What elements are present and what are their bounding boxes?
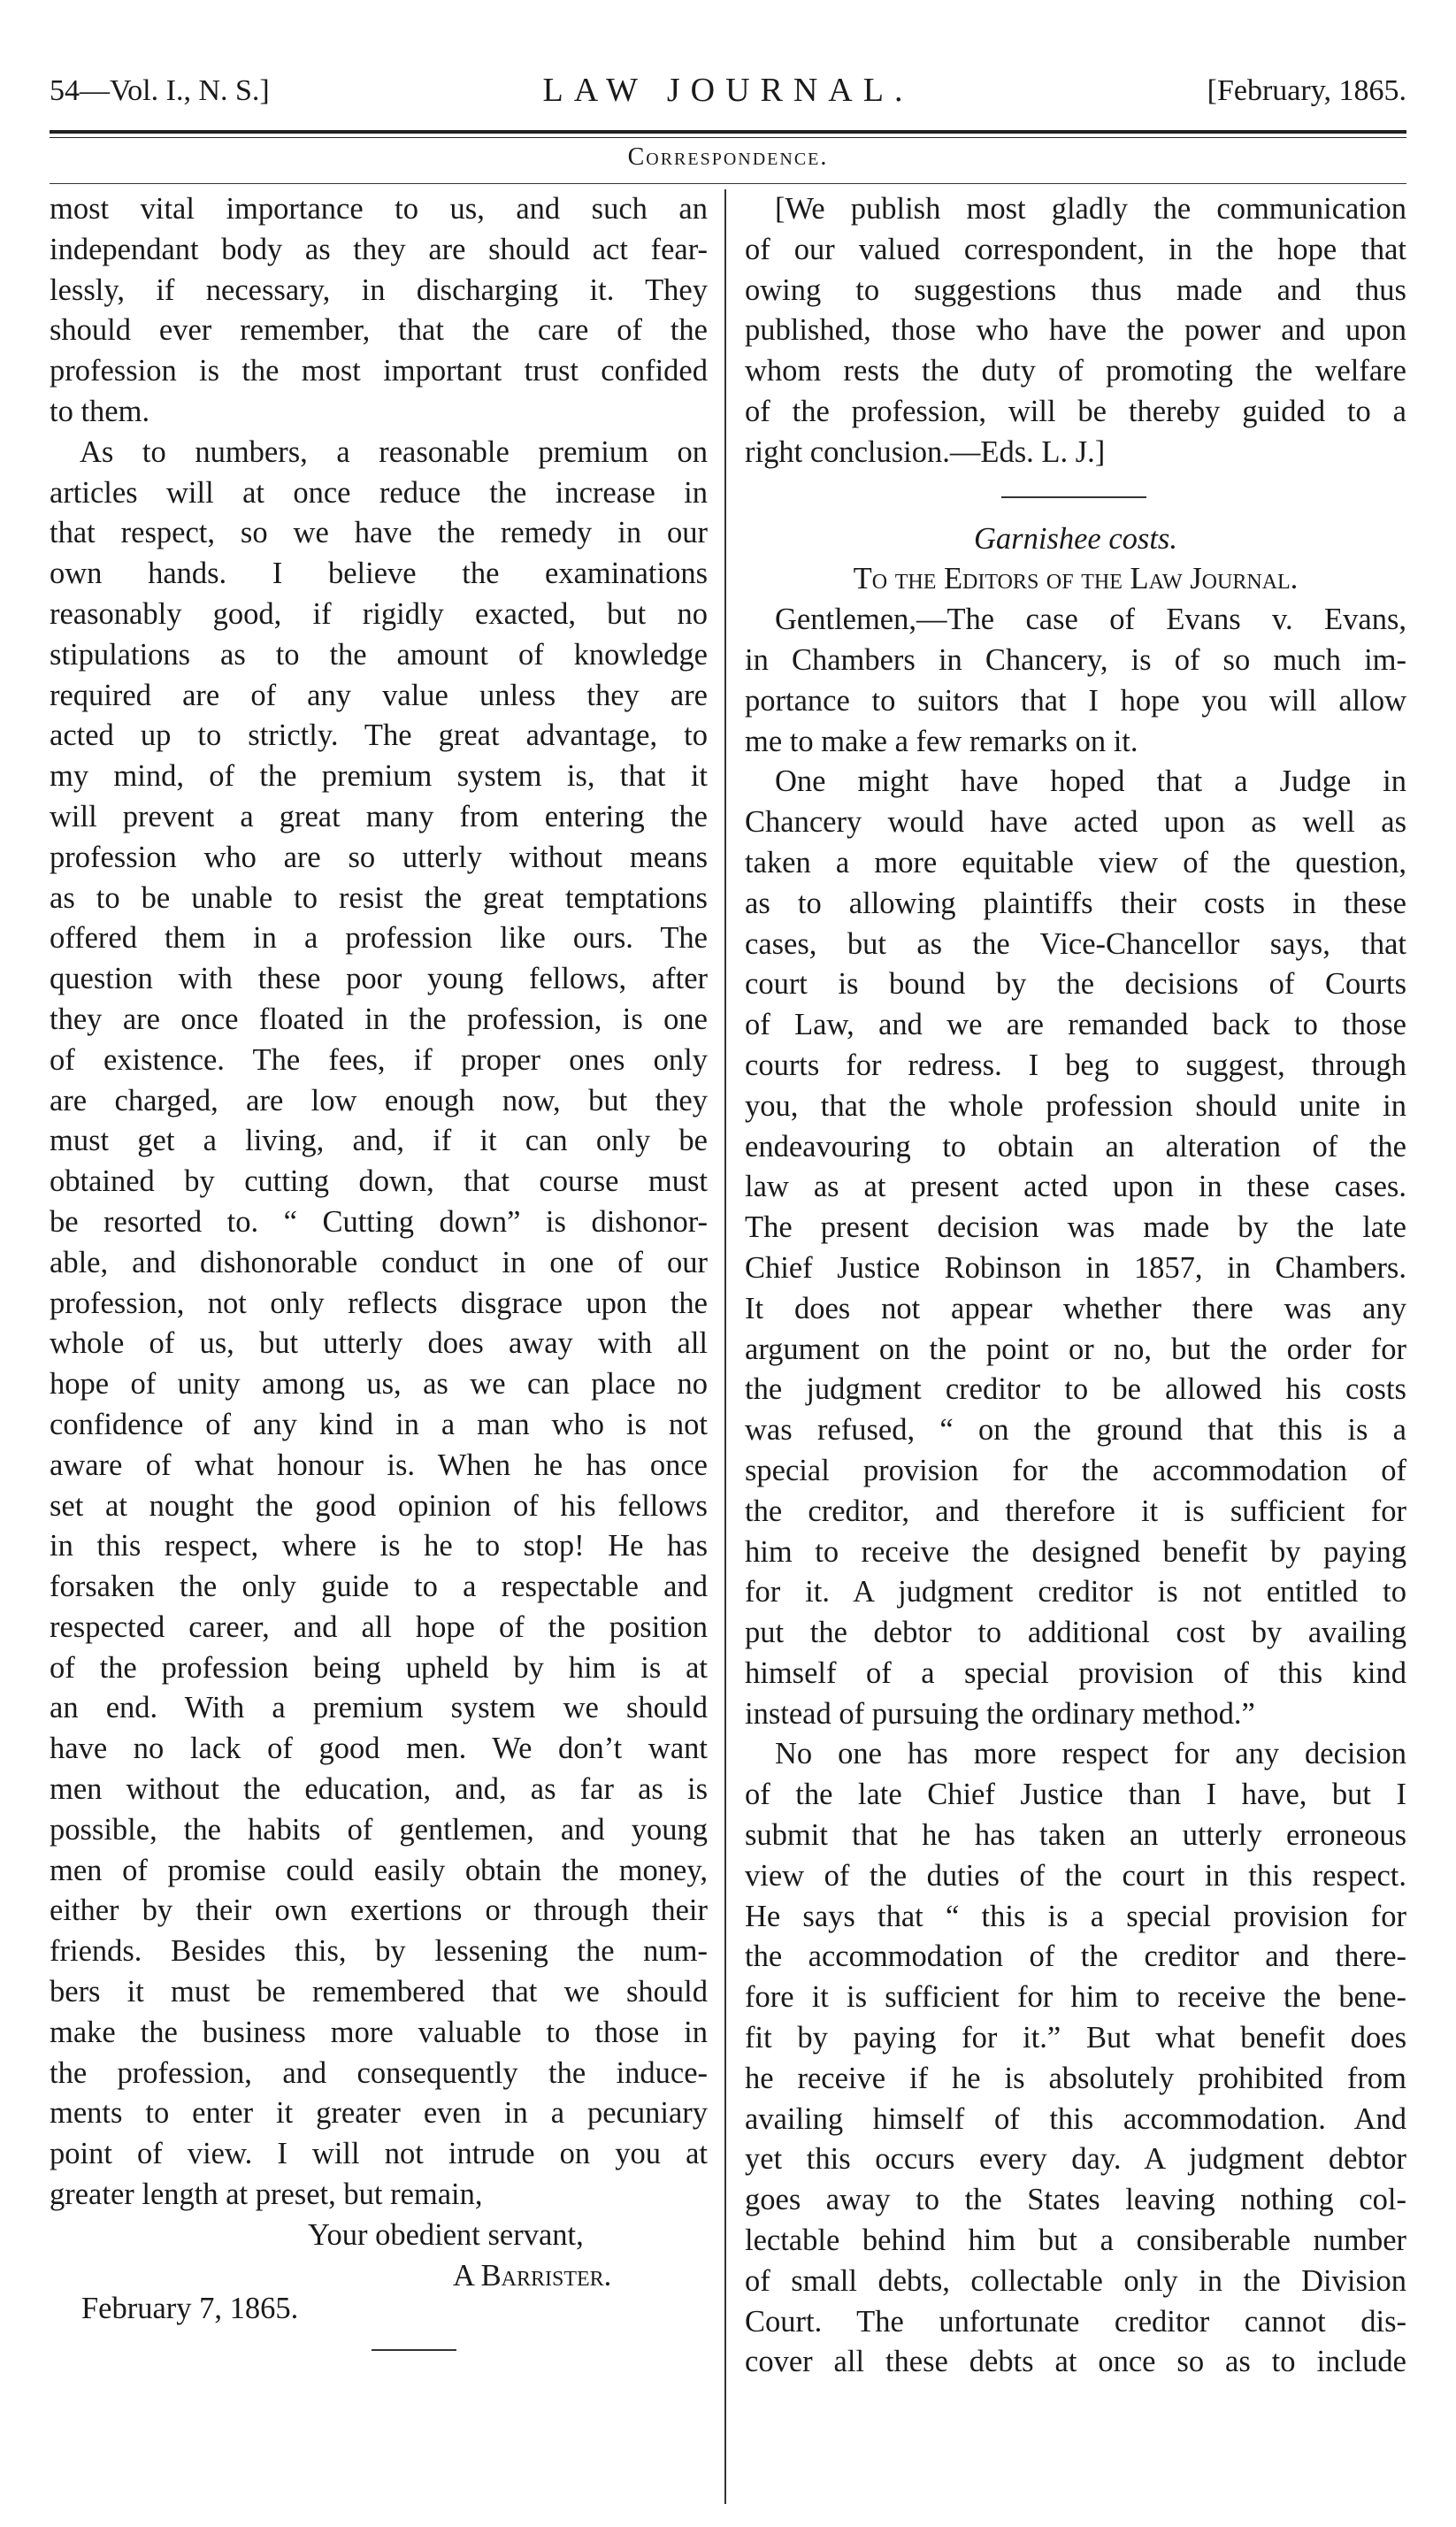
text-line: be resorted to. “ Cutting down” is dishonor- xyxy=(50,1204,708,1239)
text-line: whole of us, but utterly does away with all xyxy=(50,1326,708,1361)
text-line: Gentlemen,—The case of Evans v. Evans, xyxy=(775,603,1406,637)
text-line: As to numbers, a reasonable premium on xyxy=(80,434,708,469)
volume-label: 54—Vol. I., N. S.] xyxy=(50,74,270,107)
text-line: question with these poor young fellows, after xyxy=(50,962,708,996)
text-line: Chief Justice Robinson in 1857, in Chambers. xyxy=(745,1250,1406,1285)
text-line: It does not appear whether there was any xyxy=(745,1291,1406,1325)
editor-note-line: published, those who have the power and upon xyxy=(745,313,1406,348)
text-line: the judgment creditor to be allowed his costs xyxy=(745,1372,1406,1407)
text-line: make the business more valuable to those in xyxy=(50,2015,708,2049)
text-line: Court. The unfortunate creditor cannot dis- xyxy=(745,2304,1406,2339)
salutation: To the Editors of the Law Journal. xyxy=(853,562,1299,596)
text-line: are charged, are low enough now, but they xyxy=(50,1083,708,1118)
text-line: that respect, so we have the remedy in our xyxy=(50,516,708,550)
text-line: most vital importance to us, and such an xyxy=(50,192,708,226)
text-line: aware of what honour is. When he has once xyxy=(50,1448,708,1482)
text-line: possible, the habits of gentlemen, and young xyxy=(50,1812,708,1847)
column-divider xyxy=(724,189,726,2504)
text-line: they are once floated in the profession, is one xyxy=(50,1002,708,1036)
text-line: as to allowing plaintiffs their costs in these xyxy=(745,886,1406,920)
text-line: profession is the most important trust confided xyxy=(50,354,708,388)
text-line: required are of any value unless they are xyxy=(50,678,708,712)
editor-note-line: whom rests the duty of promoting the welfare xyxy=(745,354,1406,388)
editor-note-line: owing to suggestions thus made and thus xyxy=(745,273,1406,307)
text-line: special provision for the accommodation of xyxy=(745,1453,1406,1487)
text-line: friends. Besides this, by lessening the num- xyxy=(50,1934,708,1969)
text-line: of existence. The fees, if proper ones only xyxy=(50,1042,708,1077)
issue-date: [February, 1865. xyxy=(1207,74,1406,107)
text-line: cases, but as the Vice-Chancellor says, that xyxy=(745,926,1406,961)
text-line: One might have hoped that a Judge in xyxy=(775,764,1406,799)
page-header xyxy=(50,74,1406,124)
text-line: independant body as they are should act fear- xyxy=(50,232,708,266)
text-line: profession who are so utterly without means xyxy=(50,840,708,874)
text-line: the accommodation of the creditor and there- xyxy=(745,1939,1406,1974)
text-line: He says that “ this is a special provision for xyxy=(745,1899,1406,1933)
text-line: able, and dishonorable conduct in one of our xyxy=(50,1245,708,1279)
header-rule-thin xyxy=(50,137,1406,138)
text-line: ments to enter it greater even in a pecuniary xyxy=(50,2096,708,2131)
letter-date: February 7, 1865. xyxy=(81,2292,299,2326)
text-line: Chancery would have acted upon as well as xyxy=(745,805,1406,840)
text-line: the profession, and consequently the induce- xyxy=(50,2055,708,2090)
text-line: No one has more respect for any decision xyxy=(775,1737,1406,1771)
section-rule xyxy=(50,183,1406,184)
text-line: portance to suitors that I hope you will allow xyxy=(745,683,1406,718)
text-line: view of the duties of the court in this respect. xyxy=(745,1858,1406,1893)
text-line: put the debtor to additional cost by availing xyxy=(745,1616,1406,1650)
text-line: himself of a special provision of this kind xyxy=(745,1655,1406,1690)
text-line: instead of pursuing the ordinary method.” xyxy=(745,1696,1255,1731)
end-rule xyxy=(372,2349,456,2351)
editor-note-line: [We publish most gladly the communication xyxy=(775,192,1406,226)
text-line: confidence of any kind in a man who is not xyxy=(50,1407,708,1441)
text-line: bers it must be remembered that we should xyxy=(50,1975,708,2009)
editor-note-line: of the profession, will be thereby guided to a xyxy=(745,394,1406,428)
text-line: in this respect, where is he to stop! He has xyxy=(50,1529,708,1563)
text-line: profession, not only reflects disgrace upon the xyxy=(50,1286,708,1320)
text-line: hope of unity among us, as we can place no xyxy=(50,1367,708,1402)
text-line: court is bound by the decisions of Courts xyxy=(745,967,1406,1002)
text-line: set at nought the good opinion of his fellows xyxy=(50,1488,708,1523)
text-line: either by their own exertions or through their xyxy=(50,1893,708,1928)
text-line: acted up to strictly. The great advantage, to xyxy=(50,718,708,753)
text-line: obtained by cutting down, that course must xyxy=(50,1164,708,1199)
text-line: of Law, and we are remanded back to those xyxy=(745,1008,1406,1042)
text-line: him to receive the designed benefit by paying xyxy=(745,1534,1406,1569)
text-line: for it. A judgment creditor is not entitled to xyxy=(745,1575,1406,1609)
text-line: law as at present acted upon in these cases. xyxy=(745,1170,1406,1204)
text-line: will prevent a great many from entering the xyxy=(50,799,708,833)
editor-note-line: of our valued correspondent, in the hope that xyxy=(745,232,1406,266)
article-title: Garnishee costs. xyxy=(974,521,1177,556)
text-line: an end. With a premium system we should xyxy=(50,1691,708,1725)
editor-note-line: right conclusion.—Eds. L. J.] xyxy=(745,434,1106,469)
section-title: Correspondence. xyxy=(627,143,829,171)
text-line: argument on the point or no, but the order for xyxy=(745,1332,1406,1366)
text-line: forsaken the only guide to a respectable and xyxy=(50,1570,708,1604)
text-line: me to make a few remarks on it. xyxy=(745,724,1138,758)
text-line: lectable behind him but a consiberable number xyxy=(745,2224,1406,2258)
header-rule-thick xyxy=(50,130,1406,134)
text-line: submit that he has taken an utterly erroneous xyxy=(745,1818,1406,1853)
text-line: availing himself of this accommodation. And xyxy=(745,2101,1406,2136)
text-line: to them. xyxy=(50,394,150,428)
text-line: cover all these debts at once so as to include xyxy=(745,2345,1406,2379)
text-line: he receive if he is absolutely prohibited from xyxy=(745,2061,1406,2095)
text-line: reasonably good, if rigidly exacted, but no xyxy=(50,596,708,631)
text-line: articles will at once reduce the increase in xyxy=(50,475,708,510)
text-line: taken a more equitable view of the question, xyxy=(745,845,1406,879)
text-line: fore it is sufficient for him to receive the bene- xyxy=(745,1980,1406,2015)
text-line: yet this occurs every day. A judgment debtor xyxy=(745,2142,1406,2177)
right-column xyxy=(745,189,1406,2383)
text-line: fit by paying for it.” But what benefit does xyxy=(745,2021,1406,2055)
text-line: should ever remember, that the care of the xyxy=(50,313,708,348)
text-line: courts for redress. I beg to suggest, through xyxy=(745,1048,1406,1082)
text-line: The present decision was made by the late xyxy=(745,1210,1406,1245)
text-line: goes away to the States leaving nothing col- xyxy=(745,2183,1406,2217)
text-line: stipulations as to the amount of knowledge xyxy=(50,637,708,672)
text-line: point of view. I will not intrude on you at xyxy=(50,2137,708,2171)
text-line: greater length at preset, but remain, xyxy=(50,2178,483,2212)
text-line: have no lack of good men. We don’t want xyxy=(50,1732,708,1766)
section-break-rule xyxy=(1001,496,1146,498)
text-line: own hands. I believe the examinations xyxy=(50,557,708,591)
text-line: you, that the whole profession should unite in xyxy=(745,1088,1406,1123)
text-line: must get a living, and, if it can only be xyxy=(50,1124,708,1158)
letter-closing: Your obedient servant, xyxy=(308,2217,584,2252)
text-line: men without the education, and, as far as is xyxy=(50,1772,708,1807)
text-line: endeavouring to obtain an alteration of the xyxy=(745,1129,1406,1164)
journal-title: LAW JOURNAL. xyxy=(542,72,914,109)
text-line: the creditor, and therefore it is sufficient for xyxy=(745,1494,1406,1528)
letter-signature: A Barrister. xyxy=(453,2258,612,2293)
text-line: my mind, of the premium system is, that it xyxy=(50,759,708,794)
text-line: lessly, if necessary, in discharging it. They xyxy=(50,273,708,307)
text-line: respected career, and all hope of the position xyxy=(50,1609,708,1644)
text-line: of the late Chief Justice than I have, but I xyxy=(745,1778,1406,1812)
left-column xyxy=(50,189,708,2351)
text-line: men of promise could easily obtain the money, xyxy=(50,1853,708,1887)
text-line: was refused, “ on the ground that this is a xyxy=(745,1413,1406,1448)
text-line: of the profession being upheld by him is at xyxy=(50,1650,708,1685)
text-line: as to be unable to resist the great temptations xyxy=(50,880,708,915)
text-line: of small debts, collectable only in the Division xyxy=(745,2263,1406,2298)
text-line: offered them in a profession like ours. The xyxy=(50,921,708,956)
text-line: in Chambers in Chancery, is of so much im- xyxy=(745,642,1406,677)
